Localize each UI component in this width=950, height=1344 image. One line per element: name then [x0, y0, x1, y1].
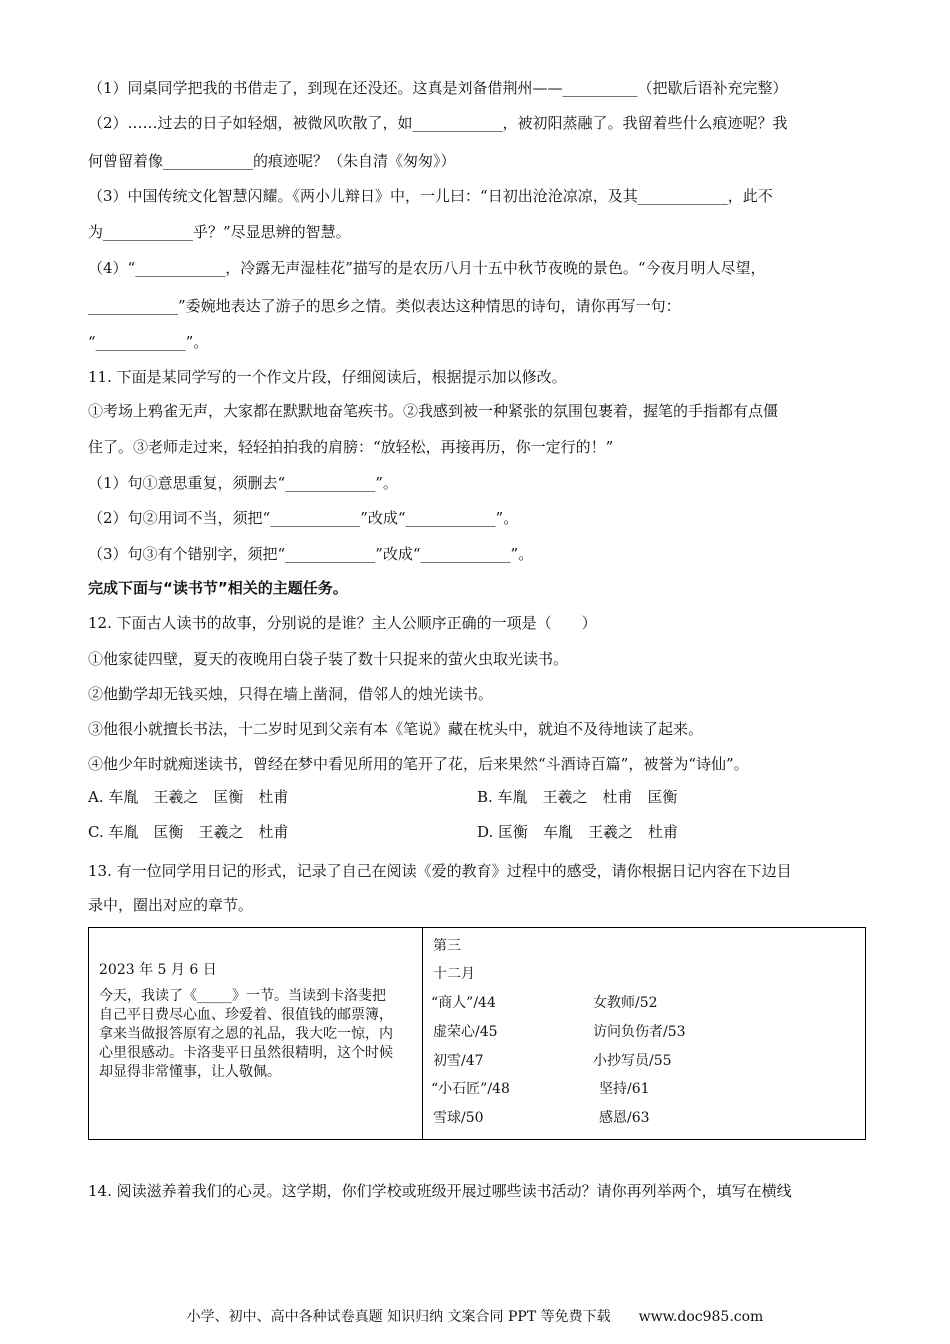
q10-item-1: （1）同桌同学把我的书借走了，到现在还没还。这真是刘备借荆州——__________（把歇后语补充完整）: [88, 79, 788, 97]
diary-cell: [89, 928, 423, 1140]
q13-title-line-1: 13. 有一位同学用日记的形式，记录了自己在阅读《爱的教育》过程中的感受，请你根据日记内容在下边目: [88, 862, 792, 880]
toc-cell: [423, 928, 866, 1140]
q14-title: 14. 阅读滋养着我们的心灵。这学期，你们学校或班级开展过哪些读书活动？请你再列举两个，填写在横线: [88, 1182, 792, 1200]
toc-heading-month: 十二月: [433, 966, 475, 982]
q12-option-c: C. 车胤 匡衡 王羲之 杜甫: [88, 823, 289, 841]
toc-item[interactable]: 虚荣心/45: [433, 1024, 498, 1040]
q12-title: 12. 下面古人读书的故事，分别说的是谁？主人公顺序正确的一项是（ ）: [88, 614, 597, 632]
q12-option-d: D. 匡衡 车胤 王羲之 杜甫: [477, 823, 679, 841]
q10-item-4-cont: ____________”委婉地表达了游子的思乡之情。类似表达这种情思的诗句，请你再写一句：: [88, 297, 681, 315]
section-title: 完成下面与“读书节”相关的主题任务。: [88, 579, 348, 597]
q11-sub-1: （1）句①意思重复，须删去“____________”。: [88, 474, 398, 492]
toc-item[interactable]: 女教师/52: [593, 995, 658, 1011]
toc-item[interactable]: 坚持/61: [599, 1081, 650, 1097]
toc-item[interactable]: 雪球/50: [433, 1110, 484, 1126]
diary-date: 2023 年 5 月 6 日: [99, 962, 217, 978]
toc-item[interactable]: 访问负伤者/53: [593, 1024, 686, 1040]
q11-passage-line-2: 住了。③老师走过来，轻轻拍拍我的肩膀：“放轻松，再接再历，你一定行的！”: [88, 438, 614, 456]
page-footer: 小学、初中、高中各种试卷真题 知识归纳 文案合同 PPT 等免费下载 www.doc985.com: [186, 1309, 764, 1325]
q11-sub-3: （3）句③有个错别字，须把“____________”改成“____________”。: [88, 545, 534, 563]
toc-item[interactable]: 感恩/63: [599, 1110, 650, 1126]
q11-passage-line-1: ①考场上鸦雀无声，大家都在默默地奋笔疾书。②我感到被一种紧张的氛围包裹着，握笔的手指都有点僵: [88, 402, 779, 420]
q10-item-2: （2）……过去的日子如轻烟，被微风吹散了，如____________，被初阳蒸融了。我留着些什么痕迹呢？我: [88, 114, 788, 132]
q12-option-a: A. 车胤 王羲之 匡衡 杜甫: [88, 788, 289, 806]
toc-item[interactable]: “小石匠”/48: [431, 1081, 510, 1097]
q11-title: 11. 下面是某同学写的一个作文片段，仔细阅读后，根据提示加以修改。: [88, 368, 567, 386]
q12-story-4: ④他少年时就痴迷读书，曾经在梦中看见所用的笔开了花，后来果然“斗酒诗百篇”，被誉为“诗仙”。: [88, 755, 749, 773]
toc-item[interactable]: 小抄写员/55: [593, 1053, 672, 1069]
q12-story-3: ③他很小就擅长书法，十二岁时见到父亲有本《笔说》藏在枕头中，就迫不及待地读了起来。: [88, 720, 704, 738]
q12-story-1: ①他家徒四壁，夏天的夜晚用白袋子装了数十只捉来的萤火虫取光读书。: [88, 650, 569, 668]
q10-item-4-cont2: “____________”。: [88, 333, 209, 351]
diary-text: 今天，我读了《_____》一节。当读到卡洛斐把自己平日费尽心血、珍爱着、很值钱的邮票簿，拿来当做报答原宥之恩的礼品，我大吃一惊，内心里很感动。卡洛斐平日虽然很精明，这个时候却显得非常懂事，让人敬佩。: [99, 988, 393, 1080]
q10-item-2-cont: 何曾留着像____________的痕迹呢？（朱自清《匆匆》）: [88, 152, 456, 170]
q10-item-3-cont: 为____________乎？”尽显思辨的智慧。: [88, 223, 351, 241]
q10-item-3: （3）中国传统文化智慧闪耀。《两小儿辩日》中，一儿曰：“日初出沧沧凉凉，及其____________，此不: [88, 187, 773, 205]
q12-option-b: B. 车胤 王羲之 杜甫 匡衡: [477, 788, 678, 806]
q11-sub-2: （2）句②用词不当，须把“____________”改成“____________”。: [88, 509, 519, 527]
toc-item[interactable]: 初雪/47: [433, 1053, 484, 1069]
diary-table: [88, 927, 866, 1140]
toc-item[interactable]: “商人”/44: [431, 995, 496, 1011]
toc-heading-part: 第三: [433, 938, 461, 954]
q12-story-2: ②他勤学却无钱买烛，只得在墙上凿洞，借邻人的烛光读书。: [88, 685, 494, 703]
q13-title-line-2: 录中，圈出对应的章节。: [88, 896, 254, 914]
q10-item-4: （4）“____________，冷露无声湿桂花”描写的是农历八月十五中秋节夜晚的景色。“今夜月明人尽望，: [88, 259, 766, 277]
